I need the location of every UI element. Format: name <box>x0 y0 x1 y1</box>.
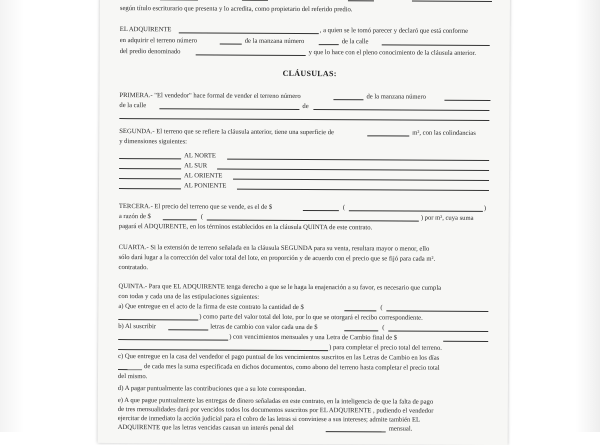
quinta-e-line5: mensual. <box>389 425 413 433</box>
blank-line <box>344 330 378 331</box>
blank-line <box>118 349 328 351</box>
adquirente-line1-a: EL ADQUIRENTE <box>120 26 172 34</box>
blank-line <box>319 44 339 45</box>
header-line1-b <box>271 0 331 2</box>
colindancia-poniente: AL PONIENTE <box>184 182 226 190</box>
adquirente-line2-c: de la calle <box>342 38 369 46</box>
blank-line <box>196 54 306 56</box>
adquirente-line3-b: y que lo hace con el pleno conocimiento de la cláusula anterior. <box>309 49 476 58</box>
header-line2: según título escriturario que presenta y lo acredita, como propietario del referido predio. <box>120 5 353 14</box>
cuarta-line1: CUARTA.- Si la extensión de terreno señalada en la cláusula SEGUNDA para su venta, resultara mayor o menor, ello <box>119 244 430 254</box>
tercera-line2-c: ) por m², cuya suma <box>421 215 474 223</box>
quinta-line2: con todas y cada una de las estipulaciones siguientes: <box>118 293 259 302</box>
contract-page <box>98 0 510 445</box>
blank-line <box>382 44 490 46</box>
header-line1-c <box>377 0 403 3</box>
colindancia-norte: AL NORTE <box>184 152 216 160</box>
blank-line <box>119 188 181 189</box>
blank-line <box>119 178 181 179</box>
blank-line <box>242 0 268 1</box>
quinta-a-line1-b: ( <box>380 304 382 312</box>
blank-line <box>443 341 488 342</box>
cuarta-line3: contratado. <box>119 264 149 272</box>
tercera-line1-c: ) <box>484 205 486 213</box>
colindancia-sur: AL SUR <box>184 162 207 170</box>
blank-line <box>333 99 363 100</box>
cuarta-line2: sólo dará lugar a la corrección del valor total del lote, en proporción y de acuerdo con el precio que se fijó para cada m². <box>119 254 436 264</box>
blank-line <box>386 310 488 312</box>
blank-line <box>367 135 409 136</box>
blank-line <box>217 169 489 171</box>
tercera-line1-a: TERCERA.- El precio del terreno que se vende, es el de $ <box>119 203 272 212</box>
blank-line <box>313 109 489 111</box>
quinta-b-line1-c: ( <box>382 324 384 332</box>
blank-line <box>207 219 419 221</box>
adquirente-line2-b: de la manzana número <box>245 38 305 46</box>
blank-line <box>444 100 490 101</box>
clauses-title: CLÁUSULAS: <box>283 69 337 78</box>
blank-line <box>119 168 181 169</box>
quinta-c-line3: del mismo. <box>118 373 147 381</box>
quinta-e-line2: de tres mensualidades dará por vencidos todos los documentos suscritos por EL ADQUIRENTE , pudiendo el vendedor <box>118 406 434 416</box>
tercera-line2-b: ( <box>201 213 203 221</box>
quinta-a-line1-a: a) Que entregue en el acto de la firma de este contrato la cantidad de $ <box>118 303 303 312</box>
blank-line <box>233 179 489 181</box>
blank-line <box>412 1 492 2</box>
quinta-b-line2: ) con vencimientos mensuales y una Letra de Cambio final de $ <box>229 334 397 343</box>
blank-line <box>388 330 488 332</box>
quinta-b-line1-b: letras de cambio con valor cada una de $ <box>210 324 317 333</box>
tercera-line3: pagará el ADQUIRENTE, en los términos establecidos en la cláusula QUINTA de este contrato. <box>119 223 372 232</box>
header-line1-a <box>200 0 232 2</box>
quinta-c-line2: de cada mes la suma especificada en dichos documentos, como abono del terreno hasta completar el precio total <box>144 363 440 373</box>
adquirente-line1-b: , a quien se le tomó parecer y declaró que está conforme <box>320 27 468 36</box>
blank-line <box>118 339 228 341</box>
primera-line2-a: de la calle <box>119 102 146 110</box>
quinta-b-line1-a: b) Al suscribir <box>118 323 156 331</box>
tercera-line2-a: a razón de $ <box>119 213 151 221</box>
blank-line <box>326 431 386 432</box>
adquirente-line2-a: en adquirir el terreno número <box>120 37 197 45</box>
adquirente-line3-a: del predio denominado <box>120 48 181 56</box>
primera-line1-b: de la manzana número <box>366 93 426 101</box>
blank-line <box>303 210 339 211</box>
segunda-line1-a: SEGUNDA.- El terreno que se refiere la cláusula anterior, tiene una superficie de <box>119 128 334 137</box>
quinta-c-line1: c) Que entregue en la casa del vendedor el pago puntual de los vencimientos suscritos en las Letras de Cambio en los días <box>118 353 439 363</box>
primera-line2-b: de <box>302 103 308 111</box>
blank-line <box>159 108 299 110</box>
tercera-line1-b: ( <box>343 204 345 212</box>
blank-line <box>348 0 374 1</box>
blank-line <box>349 210 483 212</box>
blank-line <box>227 159 489 161</box>
blank-line <box>168 329 208 330</box>
blank-line <box>237 189 489 191</box>
blank-line <box>179 32 319 34</box>
quinta-e-line1: e) A que pague puntualmente las entregas de dinero señaladas en este contrato, en la inteligencia de que la falta de pago <box>118 397 433 407</box>
colindancia-oriente: AL ORIENTE <box>184 172 222 180</box>
primera-line1-a: PRIMERA.- "El vendedor" hace formal de vender el terreno número <box>119 92 300 101</box>
blank-line <box>119 158 181 159</box>
blank-line <box>119 118 489 121</box>
blank-line <box>163 219 197 220</box>
quinta-e-line4: ADQUIRENTE que las letras vencidas causan un interés penal del <box>118 424 294 433</box>
quinta-b-line3: ) para completar el precio total del terreno. <box>329 344 442 353</box>
blank-line <box>344 310 376 311</box>
quinta-e-line3: ejercitar de inmediato la acción judicial para el cobro de las letras si conviniese a sus intereses; admite también EL <box>118 415 420 425</box>
quinta-a-line2: ) como parte del valor total del lote, por lo que se otorgará el recibo correspondiente. <box>199 313 422 322</box>
segunda-line1-b: m², con las colindancias <box>412 130 476 138</box>
quinta-line1: QUINTA.- Para que EL ADQUIRENTE tenga derecho a que se le haga la enajenación a su favor, es necesario que cumpla <box>118 283 441 293</box>
segunda-line2: y dimensiones siguientes: <box>119 138 187 146</box>
blank-line <box>118 319 198 320</box>
blank-line <box>118 369 142 370</box>
quinta-d-line1: d) A pagar puntualmente las contribuciones que a su lote correspondan. <box>118 385 306 394</box>
blank-line <box>220 44 242 45</box>
